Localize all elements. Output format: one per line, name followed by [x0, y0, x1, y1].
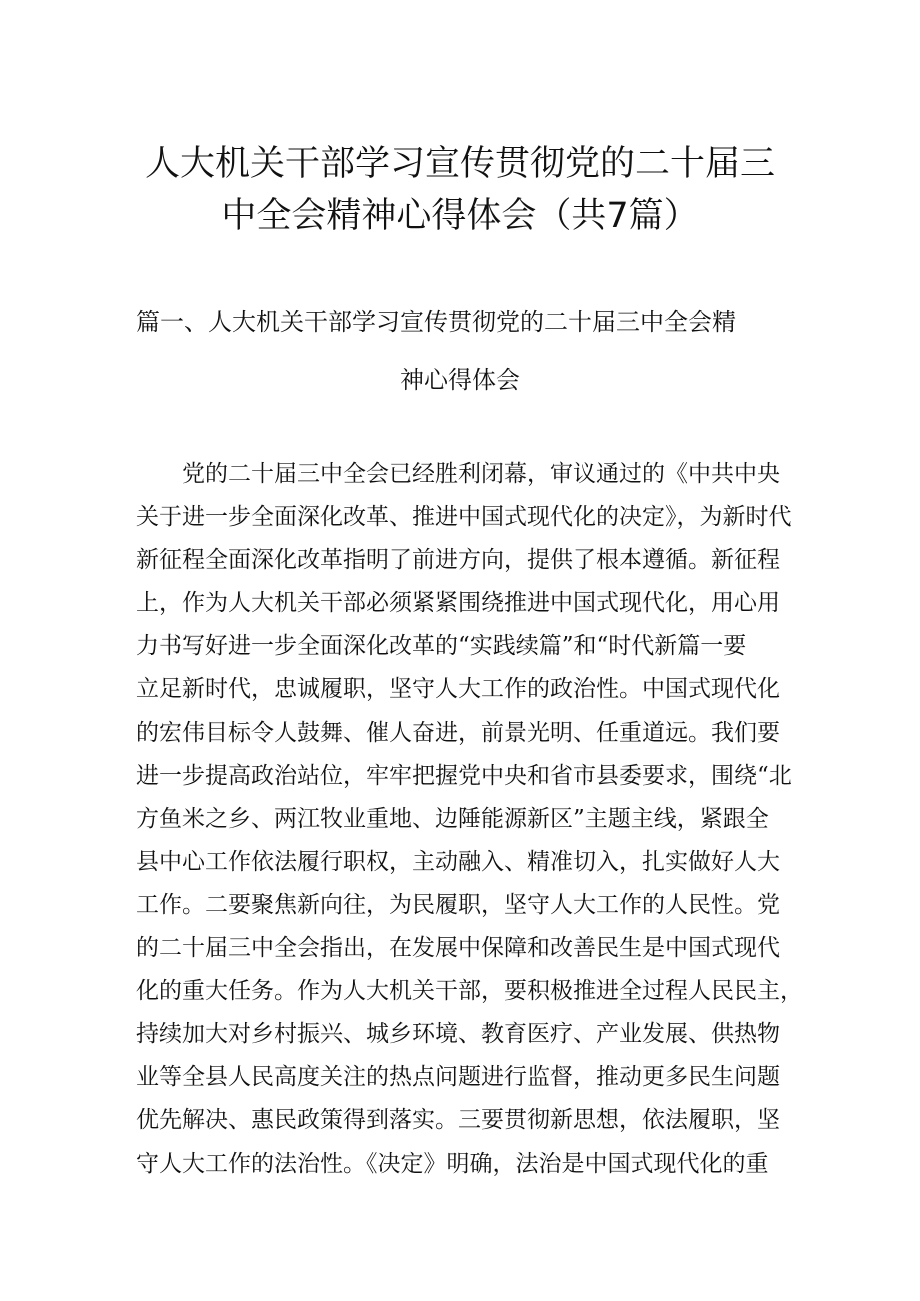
- body-line: 守人大工作的法治性。《决定》明确，法治是中国式现代化的重: [136, 1150, 769, 1177]
- section-heading-line-1: 篇一、人大机关干部学习宣传贯彻党的二十届三中全会精: [136, 308, 736, 336]
- body-line: 上，作为人大机关干部必须紧紧围绕推进中国式现代化，用心用: [136, 590, 780, 617]
- body-line: 立足新时代，忠诚履职，坚守人大工作的政治性。中国式现代化: [136, 676, 780, 703]
- document-title-line-1: 人大机关干部学习宣传贯彻党的二十届三: [144, 144, 775, 184]
- body-line: 的二十届三中全会指出，在发展中保障和改善民生是中国式现代: [136, 935, 780, 962]
- body-paragraph: [136, 453, 803, 1186]
- body-line: 优先解决、惠民政策得到落实。三要贯彻新思想，依法履职，坚: [136, 1107, 780, 1134]
- body-line: 新征程全面深化改革指明了前进方向，提供了根本遵循。新征程: [136, 547, 780, 574]
- body-line: 化的重大任务。作为人大机关干部，要积极推进全过程人民民主，: [136, 978, 803, 1005]
- body-line: 的宏伟目标令人鼓舞、催人奋进，前景光明、任重道远。我们要: [136, 719, 780, 746]
- document-title: [120, 138, 800, 242]
- body-line: 业等全县人民高度关注的热点问题进行监督，推动更多民生问题: [136, 1064, 780, 1091]
- body-line: 党的二十届三中全会已经胜利闭幕，审议通过的《中共中央: [136, 461, 780, 487]
- body-line: 工作。二要聚焦新向往，为民履职，坚守人大工作的人民性。党: [136, 891, 780, 918]
- body-line: 关于进一步全面深化改革、推进中国式现代化的决定》，为新时代: [136, 504, 792, 531]
- body-line: 进一步提高政治站位，牢牢把握党中央和省市县委要求，围绕“北: [136, 762, 792, 789]
- section-heading-line-2: 神心得体会: [400, 366, 520, 394]
- body-line: 持续加大对乡村振兴、城乡环境、教育医疗、产业发展、供热物: [136, 1021, 780, 1048]
- body-line: 方鱼米之乡、两江牧业重地、边陲能源新区”主题主线，紧跟全: [136, 805, 769, 832]
- body-line: 县中心工作依法履行职权，主动融入、精准切入，扎实做好人大: [136, 848, 780, 875]
- body-line: 力书写好进一步全面深化改革的“实践续篇”和“时代新篇一要: [136, 633, 747, 660]
- document-title-line-2: 中全会精神心得体会（共7篇）: [221, 196, 699, 236]
